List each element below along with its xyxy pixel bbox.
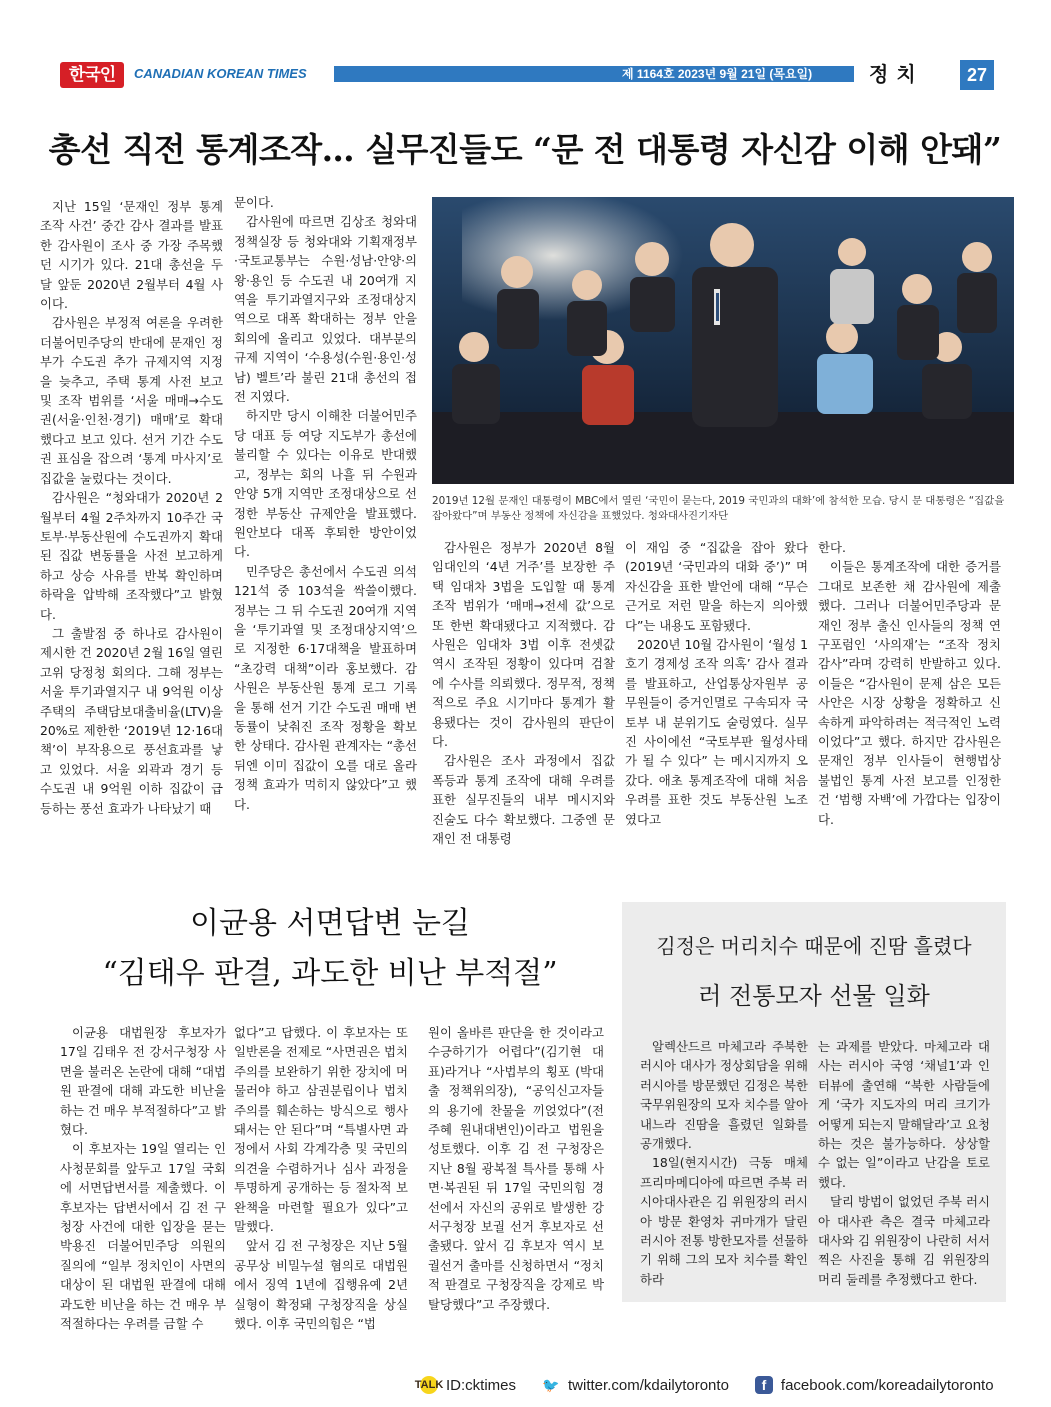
article2-column-1 [60, 1023, 226, 1332]
paragraph: 원이 올바른 판단을 한 것이라고 수긍하기가 어렵다”(김기현 대표)라거나 “사법부의 횡포 (박대출 정책위의장), “공익신고자들의 용기에 찬물을 끼얹었다”(전주혜 원내대변인)이라고 법원을 성토했다. 이후 김 전 구청장은 지난 8월 광복절 특사를 통해 사면·복권된 뒤 17일 국민의힘 경선에서 자신의 공위로 발생한 강서구청장 보궐 선거 후보자로 선출됐다. 앞서 김 후보자 역시 보궐선거 출마를 신청하면서 “정치적 판결로 구청장직을 강제로 박탈당했다”고 주장했다. [428, 1025, 604, 1312]
facebook-icon: f [755, 1376, 773, 1394]
kakaotalk-icon: TALK [420, 1376, 438, 1394]
news-photo-image [432, 197, 1014, 484]
kakao-id-link[interactable]: ID:cktimes [446, 1376, 517, 1394]
article2-column-2 [234, 1023, 408, 1332]
paragraph: 앞서 김 전 구청장은 지난 5월 공무상 비밀누설 혐의로 대법원에서 징역 1년에 집행유예 2년 실형이 확정돼 구청장직을 상실했다. 이후 국민의힘은 “법 [234, 1238, 408, 1332]
issue-date-info: 제 1164호 2023년 9월 21일 (목요일) [622, 67, 813, 81]
paragraph: 감사원은 조사 과정에서 집값 폭등과 통계 조작에 대해 우려를 표한 실무진들의 내부 메시지와 진술도 다수 확보했다. 그중엔 문재인 전 대통령 [432, 753, 615, 847]
twitter-link[interactable]: twitter.com/kdailytoronto [568, 1376, 729, 1394]
paragraph: 감사원은 “청와대가 2020년 2월부터 4월 2주차까지 10주간 국토부·부동산원에 수도권까지 확대된 집값 변동률을 사전 보고하게 하고 상승 사유를 반복 확인하며 하락을 압박해 조작했다”고 밝혔다. [40, 490, 223, 622]
article2-column-3 [428, 1023, 604, 1323]
paragraph: 없다”고 답했다. 이 후보자는 또 일반론을 전제로 “사면권은 법치주의를 보완하기 위한 장치에 머물러야 하고 삼권분립이나 법치주의를 훼손하는 방식으로 행사돼서는 안 된다”며 “특별사면 과정에서 사회 각계각층 및 국민의 의견을 수렴하거나 심사 과정을 투명하게 공개하는 등 절차적 보완책을 마련할 필요가 있다”고 말했다. [234, 1025, 408, 1235]
photo-caption: 2019년 12월 문재인 대통령이 MBC에서 열린 ‘국민이 묻는다, 2019 국민과의 대화’에 참석한 모습. 당시 문 대통령은 “집값을 잡아왔다”며 부동산 정책에 자신감을 표했었다. 청와대사진기자단 [432, 495, 1005, 522]
paragraph: 이 후보자는 19일 열리는 인사청문회를 앞두고 17일 국회에 서면답변서를 제출했다. 이 후보자는 답변서에서 김 전 구청장 사건에 대한 입장을 묻는 박용진 더불어민주당 의원의 질의에 “일부 정치인이 사면의 대상이 된 대법원 판결에 대해 과도한 비난을 하는 건 매우 부적절하다는 우려를 금할 수 [60, 1141, 226, 1332]
paragraph: 민주당은 총선에서 수도권 의석 121석 중 103석을 싹쓸이했다. 정부는 그 뒤 수도권 20여개 지역을 ‘투기과열 및 조정대상지역’으로 지정한 6·17대책을 발표하며 “초강력 대책”이라 홍보했다. 감사원은 부동산원 통계 로그 기록을 통해 선거 기간 수도권 매매 변동률이 낮춰진 조작 정황을 확보한 상태다. 감사원 관계자는 “총선 뒤엔 이미 집값이 오를 대로 올라 정책 효과가 먹히지 않았다”고 했다. [234, 563, 417, 812]
paragraph: 이균용 대법원장 후보자가 17일 김태우 전 강서구청장 사면을 불러온 논란에 대해 “대법원 판결에 대해 과도한 비난을 하는 건 매우 부적절하다”고 밝혔다. [60, 1025, 226, 1138]
paragraph: 감사원은 부정적 여론을 우려한 더불어민주당의 반대에 문재인 정부가 수도권 추가 규제지역 지정을 늦추고, 주택 통계 사전 보고 및 조작 범위를 ‘서울 매매→수도권(서울·인천·경기) 매매’로 확대했다고 보고 있다. 선거 기간 수도권 표심을 잡으려 ‘통계 마사지’로 집값을 눌렀다는 것이다. [40, 315, 223, 486]
article1-column-4 [625, 538, 808, 838]
paragraph: 18일(현지시간) 극동 매체 프리마메디아에 따르면 주북 러시아대사관은 김 위원장의 러시아 방문 환영차 귀마개가 달린 러시아 전통 방한모자를 선물하기 위해 그의 모자 치수를 확인하라 [640, 1155, 808, 1287]
article3-headline: 김정은 머리치수 때문에 진땀 흘렸다 [656, 934, 972, 958]
paragraph: 하지만 당시 이해찬 더불어민주당 대표 등 여당 지도부가 총선에 불리할 수 있다는 이유로 반대했고, 정부는 회의 나흘 뒤 수원과 안양 5개 지역만 조정대상으로 선정한 부동산 규제안을 발표했다. 원안보다 대폭 후퇴한 방안이었다. [234, 408, 417, 560]
page-number: 27 [960, 60, 994, 90]
paragraph: 이 재임 중 “집값을 잡아 왔다 (2019년 ‘국민과의 대화 중’)” 며 자신감을 표한 발언에 대해 “무슨 근거로 저런 말을 하는지 의아했다”는 내용도 포함됐다. [625, 540, 808, 633]
article1-column-2 [234, 193, 417, 838]
article3-column-2 [818, 1037, 990, 1299]
article1-headline: 총선 직전 통계조작… 실무진들도 “문 전 대통령 자신감 이해 안돼” [48, 130, 1002, 169]
article2-headline: 이균용 서면답변 눈길 [190, 906, 470, 941]
paragraph: 문이다. [234, 195, 274, 210]
paragraph: 알렉산드르 마체고라 주북한 러시아 대사가 정상회담을 위해 러시아를 방문했던 김정은 북한 국무위원장의 모자 치수를 알아내느라 진땀을 흘렸던 일화를 공개했다. [640, 1039, 808, 1152]
paragraph: 이들은 통계조작에 대한 증거를 그대로 보존한 채 감사원에 제출했다. 그러나 더불어민주당과 문재인 정부 출신 인사들의 정책 연구포럼인 ‘사의재’는 “조작 정치 감사”라며 강력히 반발하고 있다. 이들은 “감사원이 문제 삼은 모든 사안은 시장 상황을 정확하고 신속하게 파악하려는 적극적인 노력이었다”고 했다. 하지만 감사원은 문재인 정부 인사들이 현행법상 불법인 통계 사전 보고를 인정한 건 ‘범행 자백’에 가깝다는 입장이다. [818, 559, 1001, 827]
paragraph: 는 과제를 받았다. 마체고라 대사는 러시아 국영 ‘채널1’과 인터뷰에 출연해 “북한 사람들에게 ‘국가 지도자의 머리 크기가 어떻게 되는지 말해달라’고 요청하는 것은 불가능하다. 상상할 수 없는 일”이라고 난감을 토로했다. [818, 1039, 990, 1190]
newspaper-logo: 한국인 [60, 62, 124, 88]
facebook-link[interactable]: facebook.com/koreadailytoronto [780, 1376, 994, 1394]
paragraph: 그 출발점 중 하나로 감사원이 제시한 건 2020년 2월 16일 열린 고위 당정청 회의다. 그해 정부는 서울 투기과열지구 내 9억원 이상 주택의 주택담보대출비율(LTV)을 20%로 제한한 ‘2019년 12·16대책’이 부작용으로 풍선효과를 낳고 있었다. 서울 외곽과 경기 등 수도권 내 9억원 이하 집값이 급등하는 풍선 효과가 나타났기 때 [40, 625, 223, 816]
paragraph: 한다. [818, 540, 846, 555]
paragraph: 달리 방법이 없었던 주북 러시아 대사관 측은 결국 마체고라 대사와 김 위원장이 나란히 서서 찍은 사진을 통해 김 위원장의 머리 둘레를 추정했다고 한다. [818, 1194, 990, 1287]
twitter-icon: 🐦 [542, 1376, 560, 1393]
paragraph: 지난 15일 ‘문재인 정부 통계 조작 사건’ 중간 감사 결과를 발표한 감사원이 조사 중 가장 주목했던 시기가 있다. 21대 총선을 두 달 앞둔 2020년 2월부터 4월 사이다. [40, 199, 223, 312]
paragraph: 감사원에 따르면 김상조 청와대 정책실장 등 청와대와 기획재정부·국토교통부는 수원·성남·안양·의왕·용인 등 수도권 내 20여개 지역을 투기과열지구와 조정대상지역으로 대폭 확대하는 정부 안을 회의에 올리고 있었다. 대부분의 규제 지역이 ‘수용성(수원·용인·성남) 벨트’라 불린 21대 총선의 접전 지였다. [234, 214, 417, 405]
article3-subheadline: 러 전통모자 선물 일화 [698, 982, 930, 1010]
social-footer [414, 1375, 994, 1395]
news-photo [432, 197, 1014, 484]
article3-column-1 [640, 1037, 808, 1299]
section-label: 정치 [869, 62, 924, 86]
article1-column-3 [432, 538, 615, 847]
article1-column-5 [818, 538, 1001, 838]
masthead-english-title: CANADIAN KOREAN TIMES [134, 66, 307, 81]
paragraph: 감사원은 정부가 2020년 8월 임대인의 ‘4년 거주’를 보장한 주택 임대차 3법을 도입할 때 통계 조작 범위가 ‘매매→전세 값’으로 또 한번 확대됐다고 지적했다. 감사원은 임대차 3법 이후 전셋값 역시 조작된 정황이 있다며 검찰에 수사를 의뢰했다. 정무적, 정책적으로 주요 시기마다 통계가 활용됐다는 것이 감사원의 판단이다. [432, 540, 615, 750]
paragraph: 2020년 10월 감사원이 ‘월성 1호기 경제성 조작 의혹’ 감사 결과를 발표하고, 산업통상자원부 공무원들이 증거인멸로 구속되자 국토부 내 분위기도 술렁였다. 실무진 사이에선 “국토부판 월성사태가 될 수 있다” 는 메시지까지 오갔다. 애초 통계조작에 대해 처음 우려를 표한 것도 부동산원 노조였다고 [625, 637, 808, 827]
article2-subheadline: “김태우 판결, 과도한 비난 부적절” [102, 956, 558, 991]
article1-column-1 [40, 197, 223, 835]
